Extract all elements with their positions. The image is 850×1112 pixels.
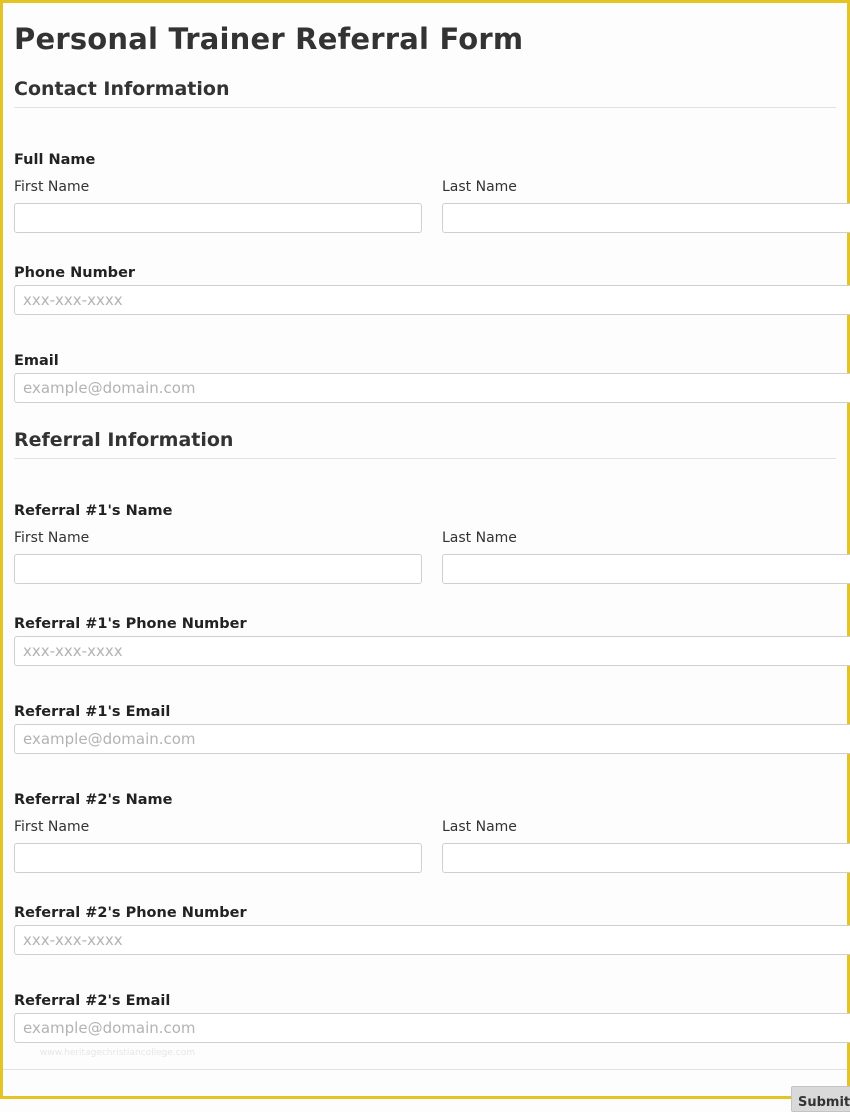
referral-1-phone-input[interactable] [14,636,850,666]
footer-divider [3,1069,847,1070]
referral-1-first-name-input[interactable] [14,554,422,584]
referral-2-phone-input[interactable] [14,925,850,955]
phone-number-label: Phone Number [14,265,136,281]
referral-1-name-label: Referral #1's Name [14,503,173,519]
submit-button[interactable]: Submit [791,1086,850,1112]
referral-2-first-name-input[interactable] [14,843,422,873]
first-name-sublabel: First Name [14,179,90,195]
referral-1-email-label: Referral #1's Email [14,704,171,720]
section-divider [14,458,836,459]
referral-2-email-label: Referral #2's Email [14,993,171,1009]
referral-2-last-name-input[interactable] [442,843,850,873]
watermark-text: www.heritagechristiancollege.com [40,1048,195,1058]
referral-2-email-input[interactable] [14,1013,850,1043]
section-heading-contact: Contact Information [14,78,230,100]
referral-2-name-label: Referral #2's Name [14,792,173,808]
referral-1-last-name-sublabel: Last Name [442,530,517,546]
full-name-label: Full Name [14,152,96,168]
referral-1-first-name-sublabel: First Name [14,530,90,546]
phone-number-input[interactable] [14,285,850,315]
last-name-sublabel: Last Name [442,179,517,195]
email-input[interactable] [14,373,850,403]
section-heading-referral: Referral Information [14,429,234,451]
page-title: Personal Trainer Referral Form [14,22,524,56]
referral-1-phone-label: Referral #1's Phone Number [14,616,247,632]
last-name-input[interactable] [442,203,850,233]
section-divider [14,107,836,108]
referral-2-first-name-sublabel: First Name [14,819,90,835]
referral-1-last-name-input[interactable] [442,554,850,584]
first-name-input[interactable] [14,203,422,233]
referral-1-email-input[interactable] [14,724,850,754]
referral-2-last-name-sublabel: Last Name [442,819,517,835]
email-label: Email [14,353,59,369]
referral-2-phone-label: Referral #2's Phone Number [14,905,247,921]
